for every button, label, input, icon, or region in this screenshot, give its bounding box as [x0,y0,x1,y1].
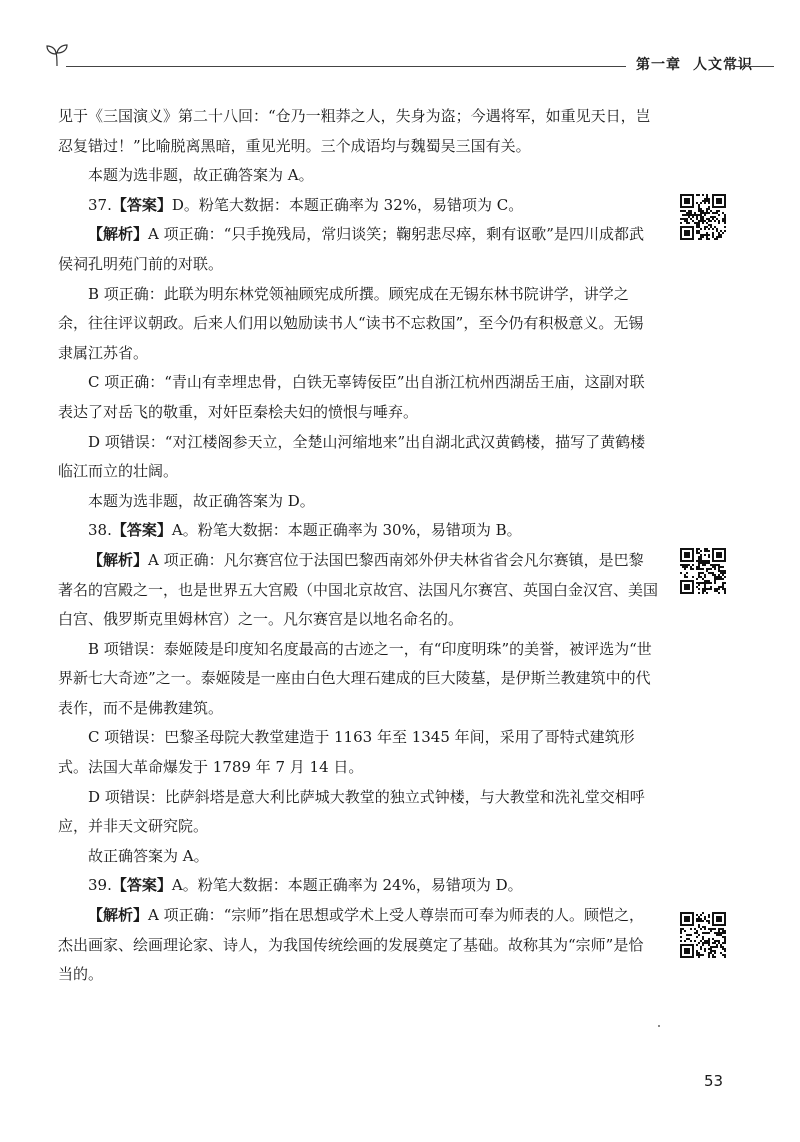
question-37-conclusion: 本题为选非题，故正确答案为 D。 [88,491,315,510]
question-number: 37. [88,195,112,214]
qr-code-icon[interactable] [680,194,726,240]
question-37-option-b: B 项正确：此联为明东林党领袖顾宪成所撰。顾宪成在无锡东林书院讲学，讲学之余，往往评议朝政。后来人们用以勉励读书人“读书不忘救国”，至今仍有积极意义。无锡隶属江苏省。 [58,284,644,362]
question-37-analysis [58,220,658,279]
question-38-option-b: B 项错误：泰姬陵是印度知名度最高的古迹之一，有“印度明珠”的美誉，被评选为“世界新七大奇迹”之一。泰姬陵是一座由白色大理石建成的巨大陵墓，是伊斯兰教建筑中的代表作，而不是佛教建筑。 [58,639,652,717]
analysis-text: A 项正确：“只手挽残局，常归谈笑；鞠躬悲尽瘁，剩有讴歌”是四川成都武侯祠孔明苑门前的对联。 [58,225,644,273]
margin-mark [658,1025,660,1027]
answer-tag: 【答案】 [111,521,172,540]
question-number: 38. [88,521,112,540]
analysis-text: A 项正确：“宗师”指在思想或学术上受人尊崇而可奉为师表的人。顾恺之，杰出画家、绘画理论家、诗人，为我国传统绘画的发展奠定了基础。故称其为“宗师”是恰当的。 [58,906,644,984]
chapter-number: 第一章 [636,57,681,73]
answer-text: A。粉笔大数据：本题正确率为 24%，易错项为 D。 [171,876,523,895]
qr-code-icon[interactable] [680,548,726,594]
header-rule-right [734,66,774,67]
chapter-heading [636,54,753,74]
qr-code-icon[interactable] [680,912,726,958]
answer-tag: 【答案】 [111,195,172,214]
paragraph-continued: 见于《三国演义》第二十八回：“仓乃一粗莽之人，失身为盗；今遇将军，如重见天日，岂忍复错过！”比喻脱离黑暗，重见光明。三个成语均与魏蜀吴三国有关。 [58,107,651,155]
question-38-option-c: C 项错误：巴黎圣母院大教堂建造于 1163 年至 1345 年间，采用了哥特式建筑形式。法国大革命爆发于 1789 年 7 月 14 日。 [58,728,635,777]
answer-text: A。粉笔大数据：本题正确率为 30%，易错项为 B。 [171,521,522,540]
sprout-icon [44,42,70,68]
analysis-tag: 【解析】 [88,550,149,569]
question-37-answer [58,191,658,221]
page-header [44,40,774,80]
answer-text: D。粉笔大数据：本题正确率为 32%，易错项为 C。 [171,195,524,214]
question-39-answer [58,871,658,901]
question-39-analysis [58,901,658,990]
page-body [58,102,658,990]
question-37-option-d: D 项错误：“对江楼阁参天立，全楚山河缩地来”出自湖北武汉黄鹤楼，描写了黄鹤楼临江而立的壮阔。 [58,432,646,481]
question-38-conclusion: 故正确答案为 A。 [88,846,209,865]
question-38-analysis [58,546,658,635]
header-rule [66,66,626,67]
analysis-tag: 【解析】 [88,906,149,925]
question-38-option-d: D 项错误：比萨斜塔是意大利比萨城大教堂的独立式钟楼，与大教堂和洗礼堂交相呼应，并非天文研究院。 [58,787,645,836]
analysis-text: A 项正确：凡尔赛宫位于法国巴黎西南郊外伊夫林省省会凡尔赛镇，是巴黎著名的宫殿之一，也是世界五大宫殿（中国北京故宫、法国凡尔赛宫、英国白金汉宫、美国白宫、俄罗斯克里姆林宫）之一。凡尔赛宫是以地名命名的。 [58,550,659,629]
answer-tag: 【答案】 [111,876,172,895]
question-38-answer [58,516,658,546]
page-number: 53 [704,1072,724,1090]
chapter-title: 人文常识 [693,57,753,73]
analysis-tag: 【解析】 [88,225,149,244]
question-number: 39. [88,876,112,895]
question-37-option-c: C 项正确：“青山有幸埋忠骨，白铁无辜铸佞臣”出自浙江杭州西湖岳王庙，这副对联表达了对岳飞的敬重，对奸臣秦桧夫妇的愤恨与唾弃。 [58,373,645,421]
paragraph-conclusion: 本题为选非题，故正确答案为 A。 [88,166,314,185]
